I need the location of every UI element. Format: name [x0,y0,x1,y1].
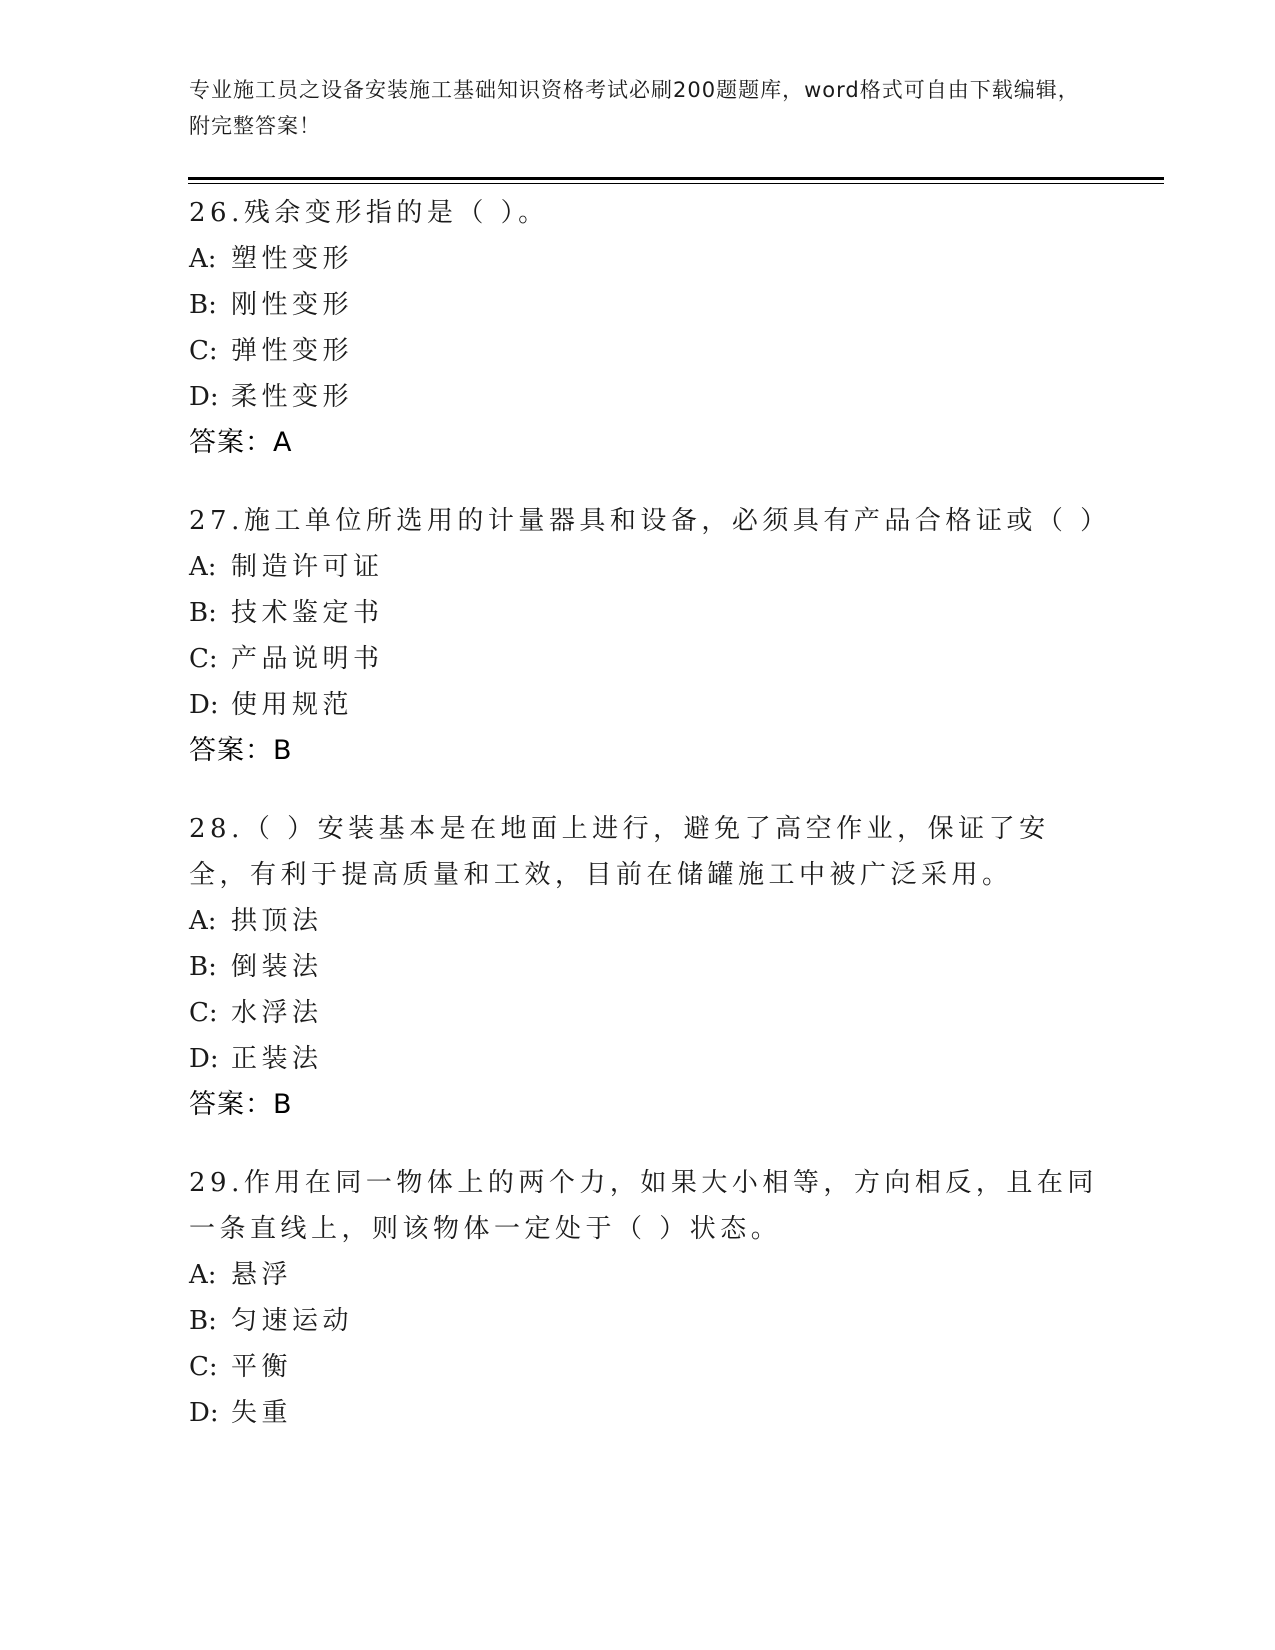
option-c [189,328,1109,374]
option-a [189,544,1109,590]
option-key: D: [189,1044,219,1074]
option-key: A: [189,906,217,936]
option-key: D: [189,382,219,412]
option-text: 水浮法 [231,998,323,1028]
answer-line: 答案：B [189,1089,293,1120]
option-a [189,1252,1109,1298]
option-key: C: [189,336,218,366]
option-text: 平衡 [231,1352,293,1382]
question-stem: 27.施工单位所选用的计量器具和设备，必须具有产品合格证或（ ） [189,506,1111,536]
option-key: D: [189,690,219,720]
option-text: 正装法 [231,1044,323,1074]
option-a [189,236,1109,282]
option-b [189,282,1109,328]
option-c [189,636,1109,682]
option-text: 弹性变形 [231,336,354,366]
option-d [189,682,1109,728]
option-c [189,990,1109,1036]
option-key: B: [189,598,217,628]
option-a [189,898,1109,944]
option-b [189,1298,1109,1344]
option-key: A: [189,244,217,274]
option-d [189,1390,1109,1436]
option-key: C: [189,1352,218,1382]
header-divider-thick [188,177,1164,180]
question-stem: 26.残余变形指的是（ ）。 [189,198,549,228]
document-title: 专业施工员之设备安装施工基础知识资格考试必刷200题题库，word格式可自由下载编辑，附完整答案！ [189,78,1080,138]
option-c [189,1344,1109,1390]
option-key: A: [189,552,217,582]
option-text: 刚性变形 [231,290,354,320]
option-d [189,374,1109,420]
answer-line: 答案：A [189,427,293,458]
question-29 [189,1160,1109,1436]
option-text: 悬浮 [231,1260,293,1290]
header-divider-thin [188,183,1164,184]
option-text: 柔性变形 [231,382,354,412]
option-b [189,944,1109,990]
question-28 [189,806,1109,1128]
question-27 [189,498,1109,774]
option-key: B: [189,290,217,320]
option-text: 技术鉴定书 [231,598,384,628]
option-key: B: [189,952,217,982]
answer-line: 答案：B [189,735,293,766]
question-26 [189,190,1109,466]
option-key: C: [189,644,218,674]
question-list [189,190,1109,1468]
option-d [189,1036,1109,1082]
option-b [189,590,1109,636]
option-key: C: [189,998,218,1028]
option-text: 拱顶法 [231,906,323,936]
option-key: A: [189,1260,217,1290]
option-text: 倒装法 [231,952,323,982]
option-text: 制造许可证 [231,552,384,582]
option-text: 匀速运动 [231,1306,354,1336]
option-key: D: [189,1398,219,1428]
option-text: 产品说明书 [231,644,384,674]
option-text: 失重 [231,1398,293,1428]
option-key: B: [189,1306,217,1336]
question-stem: 28.（ ）安装基本是在地面上进行，避免了高空作业，保证了安全，有利于提高质量和工效，目前在储罐施工中被广泛采用。 [189,814,1050,890]
question-stem: 29.作用在同一物体上的两个力，如果大小相等，方向相反，且在同一条直线上，则该物体一定处于（ ）状态。 [189,1168,1098,1244]
option-text: 塑性变形 [231,244,354,274]
option-text: 使用规范 [231,690,354,720]
